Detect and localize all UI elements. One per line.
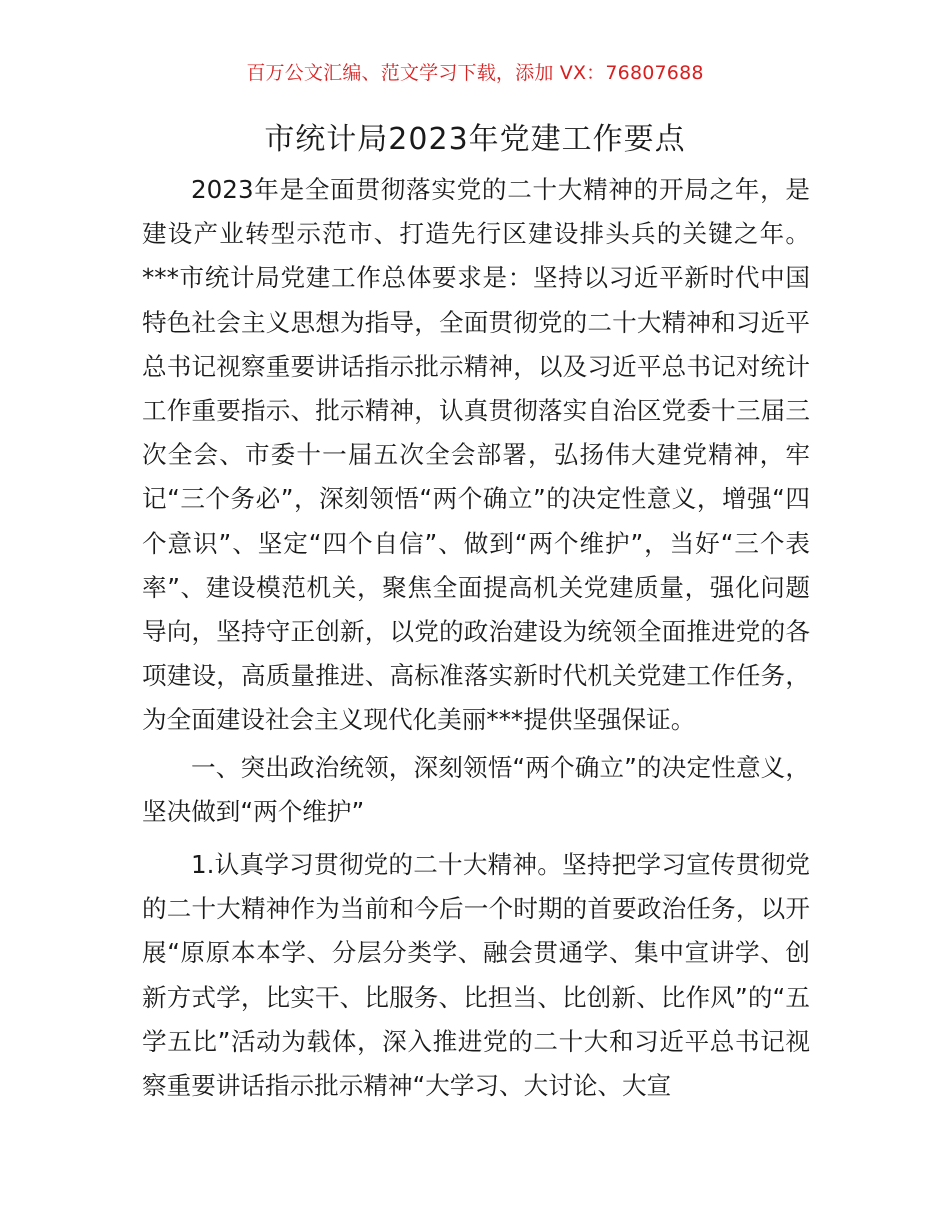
- promo-header: 百万公文汇编、范文学习下载，添加 VX：76807688: [246, 62, 704, 84]
- paragraph-item-1: 1.认真学习贯彻党的二十大精神。坚持把学习宣传贯彻党的二十大精神作为当前和今后一个时期的首要政治任务，以开展“原原本本学、分层分类学、融会贯通学、集中宣讲学、创新方式学，比实干、比服务、比担当、比创新、比作风”的“五学五比”活动为载体，深入推进党的二十大和习近平总书记视察重要讲话指示批示精神“大学习、大讨论、大宣: [142, 850, 811, 1101]
- document-title: 市统计局2023年党建工作要点: [264, 122, 686, 157]
- section-heading-1: 一、突出政治统领，深刻领悟“两个确立”的决定性意义，坚决做到“两个维护”: [142, 753, 810, 827]
- paragraph-intro: 2023年是全面贯彻落实党的二十大精神的开局之年，是建设产业转型示范市、打造先行区建设排头兵的关键之年。***市统计局党建工作总体要求是：坚持以习近平新时代中国特色社会主义思想为指导，全面贯彻党的二十大精神和习近平总书记视察重要讲话指示批示精神，以及习近平总书记对统计工作重要指示、批示精神，认真贯彻落实自治区党委十三届三次全会、市委十一届五次全会部署，弘扬伟大建党精神，牢记“三个务必”，深刻领悟“两个确立”的决定性意义，增强“四个意识”、坚定“四个自信”、做到“两个维护”，当好“三个表率”、建设模范机关，聚焦全面提高机关党建质量，强化问题导向，坚持守正创新，以党的政治建设为统领全面推进党的各项建设，高质量推进、高标准落实新时代机关党建工作任务，为全面建设社会主义现代化美丽***提供坚强保证。: [142, 175, 810, 735]
